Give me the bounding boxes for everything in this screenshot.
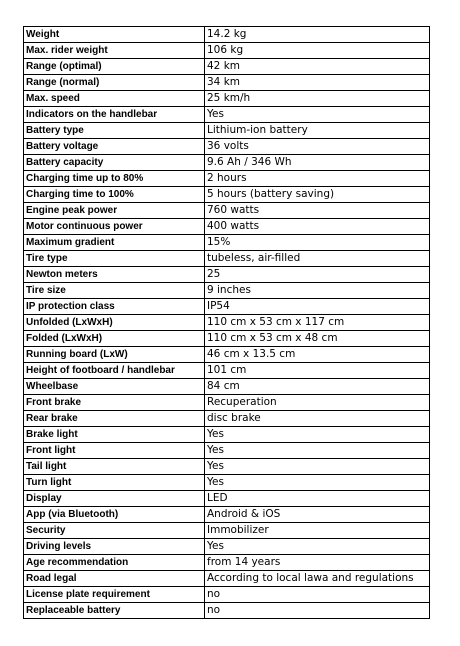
table-row [24, 251, 430, 267]
spec-label: Range (optimal) [24, 59, 205, 75]
table-row [24, 139, 430, 155]
spec-label: Charging time up to 80% [24, 171, 205, 187]
spec-value: Recuperation [205, 395, 430, 411]
table-row [24, 299, 430, 315]
spec-label: Motor continuous power [24, 219, 205, 235]
spec-value: LED [205, 491, 430, 507]
spec-label: Battery type [24, 123, 205, 139]
spec-label: Running board (LxW) [24, 347, 205, 363]
table-row [24, 411, 430, 427]
table-row [24, 203, 430, 219]
table-row [24, 395, 430, 411]
spec-label: Display [24, 491, 205, 507]
spec-label: Road legal [24, 571, 205, 587]
spec-value: 9 inches [205, 283, 430, 299]
table-row [24, 491, 430, 507]
table-row [24, 363, 430, 379]
spec-label: Engine peak power [24, 203, 205, 219]
spec-value: IP54 [205, 299, 430, 315]
spec-label: Wheelbase [24, 379, 205, 395]
spec-value: Lithium-ion battery [205, 123, 430, 139]
table-row [24, 107, 430, 123]
spec-value: Yes [205, 475, 430, 491]
table-row [24, 315, 430, 331]
table-row [24, 459, 430, 475]
spec-value: Yes [205, 107, 430, 123]
table-row [24, 283, 430, 299]
spec-value: Yes [205, 427, 430, 443]
spec-value: 14.2 kg [205, 27, 430, 43]
spec-value: Yes [205, 539, 430, 555]
table-row [24, 219, 430, 235]
spec-value: 110 cm x 53 cm x 117 cm [205, 315, 430, 331]
spec-table-body [24, 27, 430, 619]
spec-value: 110 cm x 53 cm x 48 cm [205, 331, 430, 347]
spec-label: Weight [24, 27, 205, 43]
table-row [24, 91, 430, 107]
spec-value: 84 cm [205, 379, 430, 395]
spec-value: 106 kg [205, 43, 430, 59]
spec-label: Front light [24, 443, 205, 459]
spec-label: Security [24, 523, 205, 539]
spec-value: from 14 years [205, 555, 430, 571]
spec-label: Age recommendation [24, 555, 205, 571]
spec-value: Yes [205, 459, 430, 475]
spec-label: App (via Bluetooth) [24, 507, 205, 523]
spec-label: Replaceable battery [24, 603, 205, 619]
spec-value: 34 km [205, 75, 430, 91]
spec-label: Newton meters [24, 267, 205, 283]
spec-value: 36 volts [205, 139, 430, 155]
spec-label: Battery capacity [24, 155, 205, 171]
spec-label: IP protection class [24, 299, 205, 315]
spec-label: Tail light [24, 459, 205, 475]
spec-value: 5 hours (battery saving) [205, 187, 430, 203]
spec-label: Tire size [24, 283, 205, 299]
table-row [24, 235, 430, 251]
table-row [24, 75, 430, 91]
table-row [24, 171, 430, 187]
spec-table [23, 26, 430, 619]
spec-value: Android & iOS [205, 507, 430, 523]
spec-value: 760 watts [205, 203, 430, 219]
spec-label: Indicators on the handlebar [24, 107, 205, 123]
table-row [24, 555, 430, 571]
table-row [24, 379, 430, 395]
spec-value: disc brake [205, 411, 430, 427]
spec-value: 42 km [205, 59, 430, 75]
spec-label: Brake light [24, 427, 205, 443]
spec-label: Maximum gradient [24, 235, 205, 251]
table-row [24, 507, 430, 523]
table-row [24, 603, 430, 619]
table-row [24, 571, 430, 587]
table-row [24, 347, 430, 363]
table-row [24, 523, 430, 539]
spec-value: Immobilizer [205, 523, 430, 539]
spec-value: no [205, 587, 430, 603]
spec-value: 15% [205, 235, 430, 251]
spec-label: Max. rider weight [24, 43, 205, 59]
spec-value: According to local lawa and regulations [205, 571, 430, 587]
spec-value: 25 [205, 267, 430, 283]
spec-label: License plate requirement [24, 587, 205, 603]
spec-label: Charging time to 100% [24, 187, 205, 203]
spec-value: 2 hours [205, 171, 430, 187]
table-row [24, 443, 430, 459]
spec-value: no [205, 603, 430, 619]
spec-label: Driving levels [24, 539, 205, 555]
spec-label: Range (normal) [24, 75, 205, 91]
spec-value: tubeless, air-filled [205, 251, 430, 267]
spec-label: Max. speed [24, 91, 205, 107]
spec-value: 9.6 Ah / 346 Wh [205, 155, 430, 171]
spec-value: 25 km/h [205, 91, 430, 107]
spec-label: Tire type [24, 251, 205, 267]
table-row [24, 539, 430, 555]
table-row [24, 427, 430, 443]
table-row [24, 331, 430, 347]
spec-label: Battery voltage [24, 139, 205, 155]
spec-label: Folded (LxWxH) [24, 331, 205, 347]
table-row [24, 59, 430, 75]
table-row [24, 43, 430, 59]
table-row [24, 587, 430, 603]
table-row [24, 475, 430, 491]
table-row [24, 267, 430, 283]
table-row [24, 187, 430, 203]
table-row [24, 155, 430, 171]
spec-label: Turn light [24, 475, 205, 491]
spec-label: Rear brake [24, 411, 205, 427]
spec-value: 400 watts [205, 219, 430, 235]
spec-value: Yes [205, 443, 430, 459]
spec-label: Unfolded (LxWxH) [24, 315, 205, 331]
spec-label: Front brake [24, 395, 205, 411]
table-row [24, 123, 430, 139]
spec-value: 101 cm [205, 363, 430, 379]
spec-value: 46 cm x 13.5 cm [205, 347, 430, 363]
table-row [24, 27, 430, 43]
spec-label: Height of footboard / handlebar [24, 363, 205, 379]
